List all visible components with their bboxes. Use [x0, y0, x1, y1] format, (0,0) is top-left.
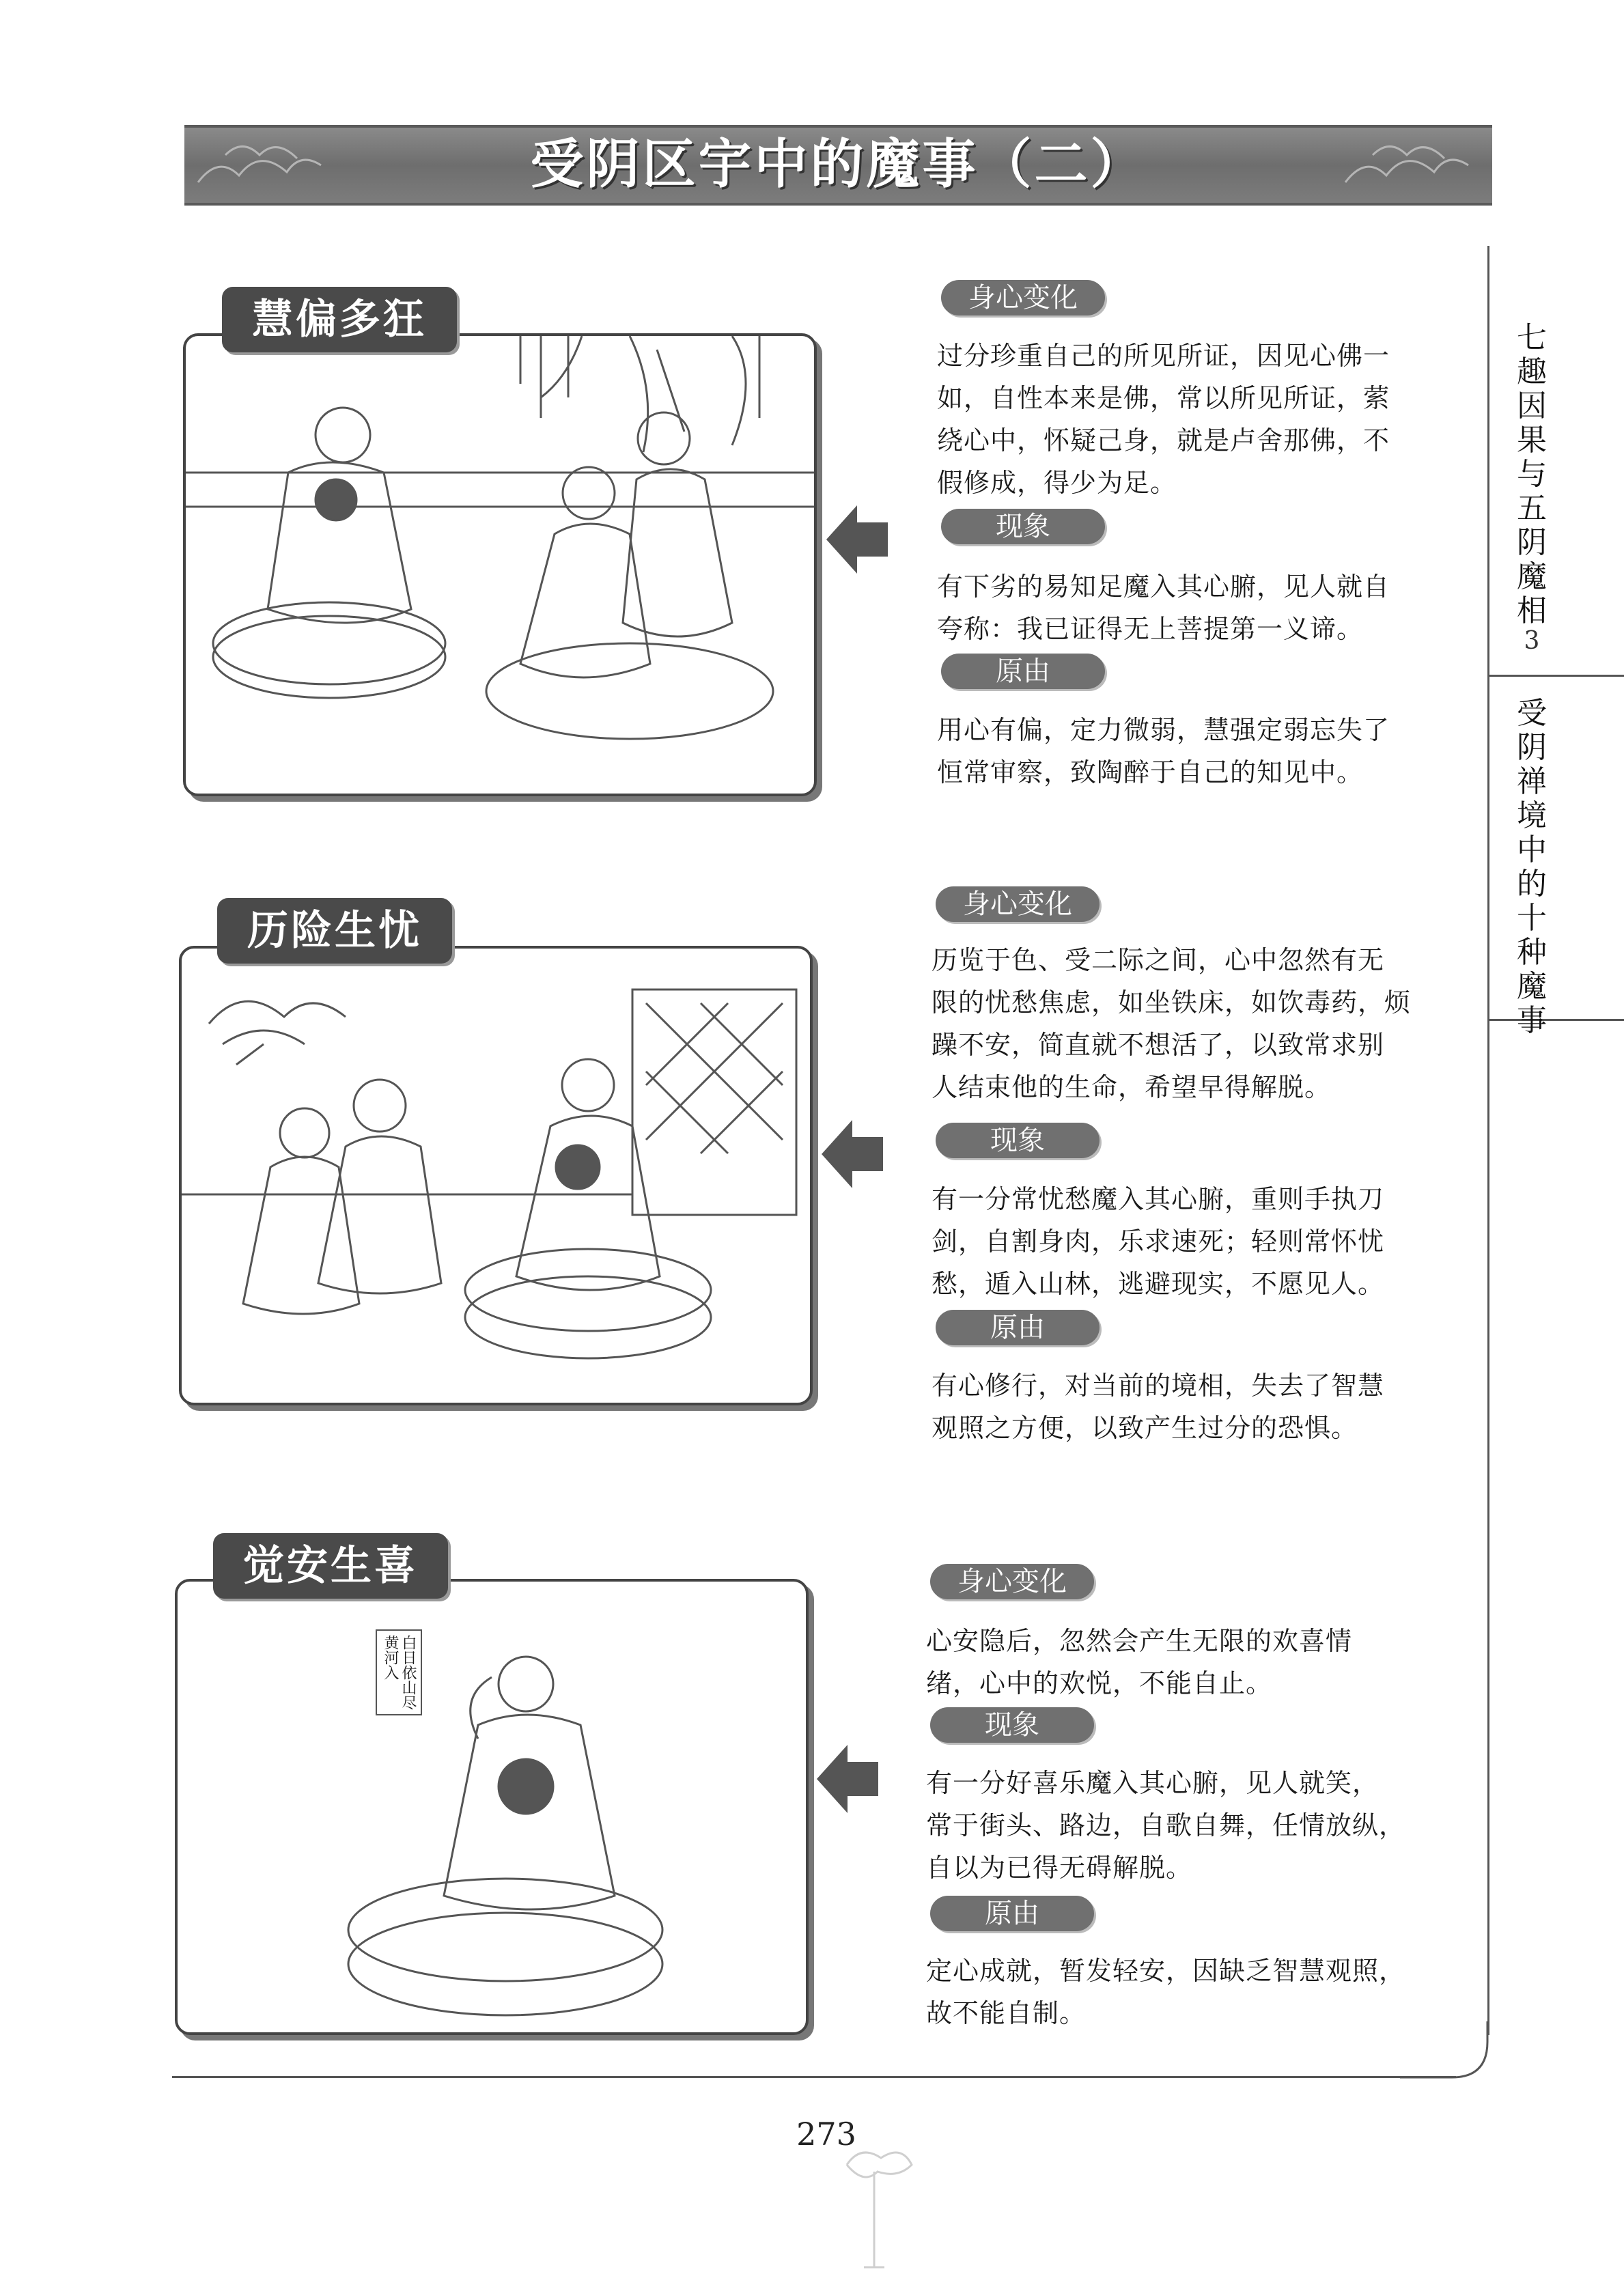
tag-cause: 原由: [930, 1896, 1094, 1931]
section-title: 历险生忧: [217, 898, 452, 964]
illustration-panel: [175, 1579, 809, 2035]
side-divider: [1487, 246, 1489, 2035]
tag-change: 身心变化: [930, 1564, 1094, 1599]
monks-worried-illustration: [182, 949, 810, 1403]
change-text: 过分珍重自己的所见所证，因见心佛一 如，自性本来是佛，常以所见所证，萦 绕心中，怀疑己身，就是卢舍那佛，不 假修成，得少为足。: [937, 341, 1390, 498]
side-separator: [1487, 675, 1624, 677]
tag-change: 身心变化: [936, 886, 1100, 922]
tag-cause: 原由: [936, 1310, 1100, 1345]
tag-phenomenon: 现象: [941, 509, 1105, 544]
arrow-left-icon: [822, 1120, 883, 1188]
cause-text: 有心修行，对当前的境相，失去了智慧 观照之方便，以致产生过分的恐惧。: [932, 1371, 1385, 1443]
arrow-left-icon: [826, 505, 888, 574]
tag-cause: 原由: [941, 654, 1105, 689]
cause-text: 用心有偏，定力微弱，慧强定弱忘失了 恒常审察，致陶醉于自己的知见中。: [937, 715, 1390, 787]
monk-joyful-illustration: [178, 1582, 806, 2032]
cause-text: 定心成就，暂发轻安，因缺乏智慧观照， 故不能自制。: [926, 1956, 1406, 2028]
page-number: 273: [796, 2116, 856, 2152]
corner-curve: [1400, 2021, 1489, 2083]
illustration-panel: [179, 946, 813, 1405]
illustration-panel: [183, 333, 817, 796]
tag-phenomenon: 现象: [930, 1707, 1094, 1743]
section-title: 慧偏多狂: [222, 287, 457, 352]
phenomenon-text: 有一分常忧愁魔入其心腑，重则手执刀 剑，自割身肉，乐求速死；轻则常怀忧 愁，遁入山林，逃避现实，不愿见人。: [932, 1184, 1385, 1299]
tag-change: 身心变化: [941, 280, 1105, 315]
title-banner: [184, 125, 1492, 206]
monks-seated-illustration: [186, 336, 814, 794]
bottom-divider: [172, 2076, 1456, 2078]
speech-bubble: 白日依山尽 黄河入: [376, 1629, 422, 1715]
section-label: 受阴禅境中的十种魔事: [1517, 696, 1547, 1038]
chapter-number: 3: [1524, 627, 1540, 655]
phenomenon-text: 有下劣的易知足魔入其心腑，见人就自 夸称：我已证得无上菩提第一义谛。: [937, 572, 1390, 644]
change-text: 心安隐后，忽然会产生无限的欢喜情 绪，心中的欢悦，不能自止。: [926, 1626, 1353, 1698]
page-title: 受阴区宇中的魔事（二）: [530, 134, 1147, 195]
chapter-label: 七趣因果与五阴魔相: [1517, 320, 1547, 628]
cloud-ornament-icon: [806, 2137, 942, 2272]
arrow-left-icon: [817, 1745, 878, 1813]
tag-phenomenon: 现象: [936, 1123, 1100, 1158]
phenomenon-text: 有一分好喜乐魔入其心腑，见人就笑， 常于街头、路边，自歌自舞，任情放纵， 自以为已得无碍解脱。: [926, 1768, 1406, 1883]
change-text: 历览于色、受二际之间，心中忽然有无 限的忧愁焦虑，如坐铁床，如饮毒药，烦 躁不安，简直就不想活了，以致常求别 人结束他的生命，希望早得解脱。: [932, 945, 1412, 1102]
section-title: 觉安生喜: [213, 1533, 448, 1599]
